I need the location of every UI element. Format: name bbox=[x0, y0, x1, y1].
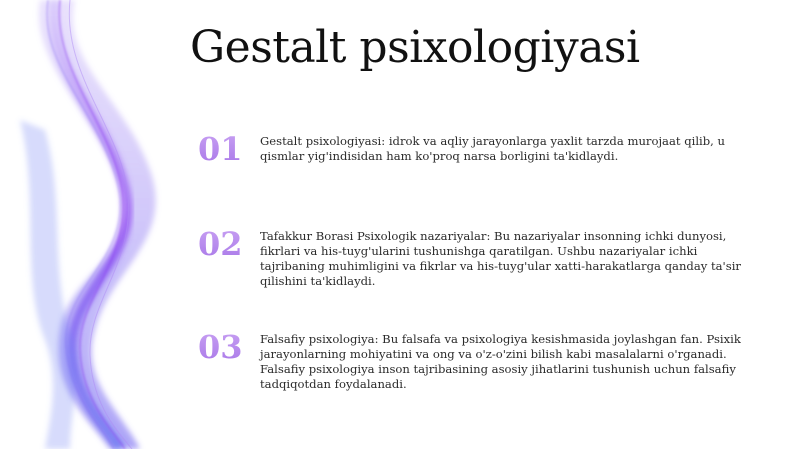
slide-title: Gestalt psixologiyasi bbox=[190, 22, 640, 73]
item-text: Falsafiy psixologiya: Bu falsafa va psixologiya kesishmasida joylashgan fan. Psixik jarayonlarning mohiyatini va ong va o'z-o'zini bilish kabi masalalarni o'rganadi. Falsafiy psixologiya inson tajribasining asosiy jihatlarini tushunish uchun falsafiy tadqiqotdan foydalanadi. bbox=[260, 332, 741, 391]
item-text: Gestalt psixologiyasi: idrok va aqliy jarayonlarga yaxlit tarzda murojaat qilib, u qismlar yig'indisidan ham ko'proq narsa borligini ta'kidlaydi. bbox=[260, 134, 726, 163]
item-number: 02 bbox=[198, 225, 243, 263]
item-number: 03 bbox=[198, 328, 243, 366]
item-number: 01 bbox=[198, 130, 243, 168]
item-text: Tafakkur Borasi Psixologik nazariyalar: Bu nazariyalar insonning ichki dunyosi, fikrlari va his-tuyg'ularini tushunishga qaratilgan. Ushbu nazariyalar ichki tajribaning muhimligini va fikrlar va his-tuyg'ular xatti-harakatlarga qanday ta'sir qilishini ta'kidlaydi. bbox=[260, 229, 741, 288]
purple-ribbon-decoration bbox=[0, 0, 200, 449]
